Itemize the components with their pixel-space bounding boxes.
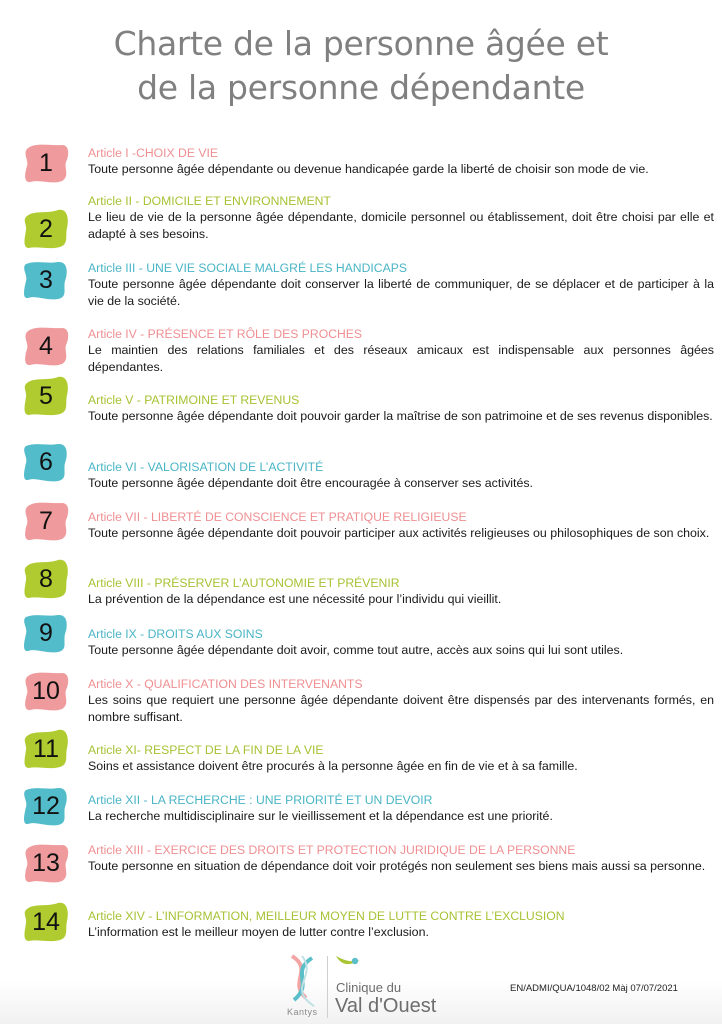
clinic-name-line-2: Val d'Ouest	[335, 995, 437, 1017]
article-heading: Article XIV - L’INFORMATION, MEILLEUR MOYEN DE LUTTE CONTRE L’EXCLUSION	[88, 909, 565, 923]
article-heading: Article VII - LIBERTÉ DE CONSCIENCE ET PRATIQUE RELIGIEUSE	[88, 510, 467, 524]
logo-separator	[327, 956, 328, 1018]
article-body: Toute personne âgée dépendante doit pouvoir garder la maîtrise de son patrimoine et de ses revenus disponibles.	[88, 409, 713, 423]
article-body: La recherche multidisciplinaire sur le vieillissement et la dépendance est une priorité.	[88, 809, 553, 823]
article-number: 7	[39, 506, 53, 535]
article-heading: Article II - DOMICILE ET ENVIRONNEMENT	[88, 194, 331, 208]
article-number: 9	[39, 618, 53, 647]
article-number: 8	[39, 564, 53, 593]
article-number-badge	[22, 842, 70, 884]
kantys-label: Kantys	[287, 1007, 318, 1017]
article-heading: Article IV - PRÉSENCE ET RÔLE DES PROCHES	[88, 327, 363, 341]
article-number: 13	[32, 848, 60, 877]
article-heading: Article I -CHOIX DE VIE	[88, 146, 219, 160]
title-line-1: Charte de la personne âgée et	[113, 24, 609, 63]
article-number-badge	[22, 670, 70, 712]
article-number: 3	[39, 265, 53, 294]
article-heading: Article VIII - PRÉSERVER L’AUTONOMIE ET PRÉVENIR	[88, 576, 400, 590]
article-heading: Article XIII - EXERCICE DES DROITS ET PROTECTION JURIDIQUE DE LA PERSONNE	[88, 843, 576, 857]
article-heading: Article XII - LA RECHERCHE : UNE PRIORITÉ ET UN DEVOIR	[88, 793, 433, 807]
document-reference: EN/ADMI/QUA/1048/02 Màj 07/07/2021	[510, 983, 678, 994]
article-body: Toute personne âgée dépendante doit avoir, comme tout autre, accès aux soins qui lui sont utiles.	[88, 643, 624, 657]
bird-leaf-icon	[334, 954, 364, 974]
article-body: Toute personne âgée dépendante doit pouvoir participer aux activités religieuses ou philosophiques de son choix.	[88, 526, 710, 540]
page-title	[0, 22, 722, 110]
clinic-logo	[284, 952, 454, 1022]
article-body: Toute personne âgée dépendante doit conserver la liberté de communiquer, de se déplacer et de participer à la vie de la société.	[88, 277, 714, 308]
article-heading: Article X - QUALIFICATION DES INTERVENANTS	[88, 677, 363, 691]
article-number-badge	[22, 208, 70, 250]
article-body: Les soins que requiert une personne âgée dépendante doivent être dispensés par des intervenants formés, en nombre suffisant.	[88, 693, 714, 724]
article-heading: Article VI - VALORISATION DE L’ACTIVITÉ	[88, 460, 324, 474]
article-number: 5	[39, 381, 53, 410]
article-heading: Article IX - DROITS AUX SOINS	[88, 627, 263, 641]
article-number: 4	[39, 331, 53, 360]
article-body: Le lieu de vie de la personne âgée dépendante, domicile personnel ou établissement, doit être choisi par elle et adapté à ses besoins.	[88, 210, 714, 241]
title-line-2: de la personne dépendante	[137, 68, 585, 107]
article-number: 1	[39, 148, 53, 177]
article-number-badge	[22, 500, 70, 542]
article-number-badge	[22, 728, 70, 770]
article-number: 12	[32, 791, 60, 820]
article-body: Toute personne en situation de dépendance doit voir protégés non seulement ses biens mais aussi sa personne.	[88, 859, 706, 873]
article-number-badge	[22, 441, 70, 483]
article-body: Toute personne âgée dépendante doit être encouragée à conserver ses activités.	[88, 476, 533, 490]
article-number-badge	[22, 901, 70, 943]
article-number-badge	[22, 142, 70, 184]
article-number-badge	[22, 612, 70, 654]
article-body: L’information est le meilleur moyen de lutter contre l’exclusion.	[88, 925, 429, 939]
article-number: 11	[33, 734, 59, 763]
article-number: 2	[39, 214, 53, 243]
article-number: 14	[32, 907, 60, 936]
article-body: La prévention de la dépendance est une nécessité pour l’individu qui vieillit.	[88, 592, 502, 606]
article-heading: Article V - PATRIMOINE ET REVENUS	[88, 393, 300, 407]
article-heading: Article XI- RESPECT DE LA FIN DE LA VIE	[88, 743, 324, 757]
clinic-name-line-1: Clinique du	[336, 980, 402, 995]
article-body: Soins et assistance doivent être procurés à la personne âgée en fin de vie et à sa famille.	[88, 759, 578, 773]
article-number-badge	[22, 785, 70, 827]
article-number-badge	[22, 558, 70, 600]
article-number-badge	[22, 325, 70, 367]
article-heading: Article III - UNE VIE SOCIALE MALGRÉ LES HANDICAPS	[88, 261, 407, 275]
article-body: Le maintien des relations familiales et des réseaux amicaux est indispensable aux personnes âgées dépendantes.	[88, 343, 714, 374]
article-number-badge	[22, 375, 70, 417]
article-number-badge	[22, 259, 70, 301]
article-body: Toute personne âgée dépendante ou devenue handicapée garde la liberté de choisir son mode de vie.	[88, 162, 649, 176]
article-number: 6	[39, 447, 53, 476]
article-number: 10	[32, 676, 60, 705]
